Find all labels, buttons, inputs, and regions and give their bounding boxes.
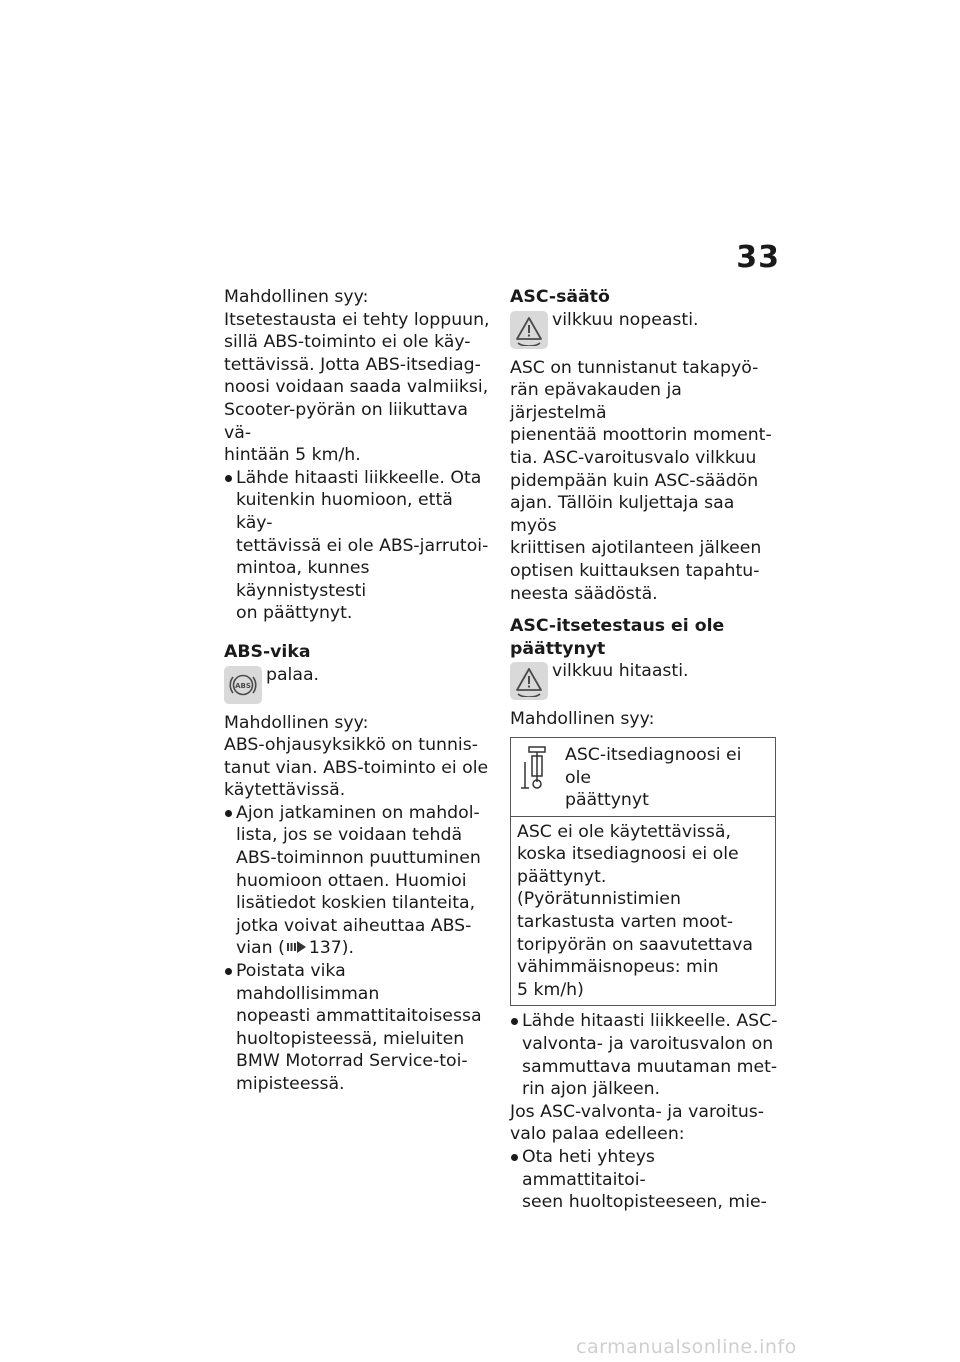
watermark: carmanualsonline.info xyxy=(576,1336,797,1358)
abs-fault-advice-continue xyxy=(224,802,494,960)
abs-icon-label: ABS xyxy=(235,681,251,690)
abs-fault-advice-service: Poistata vika mahdollisimman nopeasti ammattitaitoisessa huoltopisteessä, mieluiten BMW Motorrad Service-toi- mipisteessä. xyxy=(224,960,494,1096)
asc-selftest-cause-label: Mahdollinen syy: xyxy=(510,709,655,730)
notice-title: ASC-itsediagnoosi ei ole päättynyt xyxy=(565,744,742,811)
abs-indicator-row xyxy=(224,666,494,704)
abs-selftest-cause: Mahdollinen syy: Itsetestausta ei tehty loppuun, sillä ABS-toiminto ei ole käy- tettävissä. Jotta ABS-itsediag- noosi voidaan saada valmiiksi, Scooter-pyörän on liikuttava vä- hintään 5 km/h. xyxy=(224,287,490,466)
abs-indicator-status: palaa. xyxy=(266,664,320,685)
asc-selftest-status: vilkkuu hitaasti. xyxy=(552,661,689,682)
page-reference-arrow-icon xyxy=(287,940,307,954)
asc-warning-icon xyxy=(510,311,548,349)
notice-header xyxy=(511,738,775,817)
left-column xyxy=(224,286,494,1096)
asc-selftest-notice xyxy=(510,737,776,1007)
abs-fault-page-reference: 137). xyxy=(308,938,355,959)
abs-fault-cause: Mahdollinen syy: ABS-ohjausyksikkö on tunnis- tanut vian. ABS-toiminto ei ole käytettävissä. xyxy=(224,712,489,801)
asc-control-description: ASC on tunnistanut takapyö- rän epävakauden ja järjestelmä pienentää moottorin moment- tia. ASC-varoitusvalo vilkkuu pidempään kuin ASC-säädön ajan. Tällöin kuljettaja saa myös kriittisen ajotilanteen jälkeen optisen kuittauksen tapahtu- neesta säädöstä. xyxy=(510,357,772,604)
abs-selftest-advice: Lähde hitaasti liikkeelle. Ota kuitenkin huomioon, että käy- tettävissä ei ole ABS-jarrutoi- mintoa, kunnes käynnistystesti on päättynyt. xyxy=(224,467,494,625)
asc-persistent-warning: Jos ASC-valvonta- ja varoitus- valo palaa edelleen: xyxy=(510,1101,765,1145)
asc-control-status: vilkkuu nopeasti. xyxy=(552,309,699,330)
page-number: 33 xyxy=(736,240,780,275)
asc-control-heading: ASC-säätö xyxy=(510,287,610,307)
asc-service-advice: Ota heti yhteys ammattitaitoi- seen huoltopisteeseen, mie- xyxy=(510,1146,782,1214)
abs-warning-icon xyxy=(224,666,262,704)
asc-control-indicator-row xyxy=(510,311,782,349)
asc-selftest-advice: Lähde hitaasti liikkeelle. ASC- valvonta- ja varoitusvalon on sammuttava muutaman met- rin ajon jälkeen. xyxy=(510,1010,782,1100)
asc-selftest-heading: ASC-itsetestaus ei ole päättynyt xyxy=(510,616,725,659)
asc-selftest-indicator-row xyxy=(510,662,782,700)
right-column xyxy=(510,286,782,1214)
asc-warning-icon xyxy=(510,662,548,700)
abs-fault-advice-text: Ajon jatkaminen on mahdol- lista, jos se voidaan tehdä ABS-toiminnon puuttuminen huomioon ottaen. Huomioi lisätiedot koskien tilanteita, jotka voivat aiheuttaa ABS- vian ( xyxy=(236,802,481,959)
abs-fault-heading: ABS-vika xyxy=(224,641,311,662)
notice-body: ASC ei ole käytettävissä, koska itsediagnoosi ei ole päättynyt. (Pyörätunnistimien tarkastusta varten moot- toripyörän on saavutettava vähimmäisnopeus: min 5 km/h) xyxy=(517,821,753,1000)
speed-sensor-icon xyxy=(517,744,559,790)
